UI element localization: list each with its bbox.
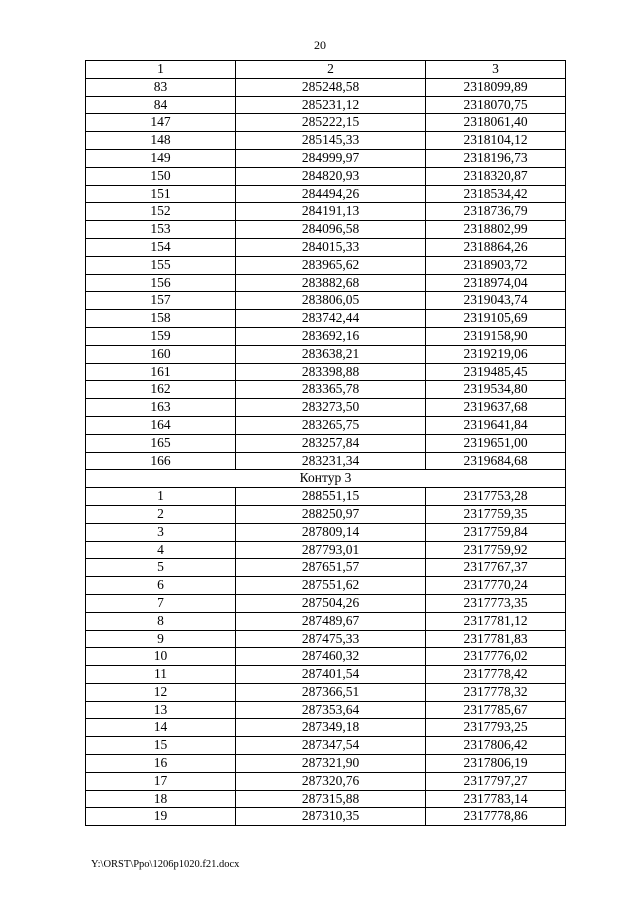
x-coordinate: 283265,75 — [236, 416, 426, 434]
point-number: 2 — [86, 505, 236, 523]
table-row — [86, 238, 566, 256]
y-coordinate: 2318104,12 — [426, 132, 566, 150]
point-number: 17 — [86, 772, 236, 790]
table-row — [86, 648, 566, 666]
point-number: 150 — [86, 167, 236, 185]
x-coordinate: 284999,97 — [236, 149, 426, 167]
x-coordinate: 283638,21 — [236, 345, 426, 363]
table-row — [86, 737, 566, 755]
point-number: 5 — [86, 559, 236, 577]
point-number: 157 — [86, 292, 236, 310]
point-number: 8 — [86, 612, 236, 630]
point-number: 153 — [86, 221, 236, 239]
x-coordinate: 283398,88 — [236, 363, 426, 381]
y-coordinate: 2317759,92 — [426, 541, 566, 559]
point-number: 152 — [86, 203, 236, 221]
table-row — [86, 808, 566, 826]
x-coordinate: 283365,78 — [236, 381, 426, 399]
point-number: 11 — [86, 666, 236, 684]
x-coordinate: 287489,67 — [236, 612, 426, 630]
point-number: 14 — [86, 719, 236, 737]
point-number: 83 — [86, 78, 236, 96]
y-coordinate: 2318864,26 — [426, 238, 566, 256]
y-coordinate: 2319684,68 — [426, 452, 566, 470]
x-coordinate: 284096,58 — [236, 221, 426, 239]
x-coordinate: 287809,14 — [236, 523, 426, 541]
table-row — [86, 381, 566, 399]
x-coordinate: 283273,50 — [236, 399, 426, 417]
table-row — [86, 96, 566, 114]
coordinates-table-body — [86, 61, 566, 826]
x-coordinate: 285145,33 — [236, 132, 426, 150]
y-coordinate: 2317793,25 — [426, 719, 566, 737]
table-row — [86, 167, 566, 185]
y-coordinate: 2317778,32 — [426, 683, 566, 701]
x-coordinate: 287310,35 — [236, 808, 426, 826]
point-number: 6 — [86, 577, 236, 595]
y-coordinate: 2318070,75 — [426, 96, 566, 114]
x-coordinate: 283806,05 — [236, 292, 426, 310]
point-number: 12 — [86, 683, 236, 701]
y-coordinate: 2319219,06 — [426, 345, 566, 363]
x-coordinate: 283231,34 — [236, 452, 426, 470]
footer-file-path: Y:\ORST\Ppo\1206p1020.f21.docx — [91, 859, 240, 870]
y-coordinate: 2318534,42 — [426, 185, 566, 203]
x-coordinate: 284191,13 — [236, 203, 426, 221]
x-coordinate: 287401,54 — [236, 666, 426, 684]
x-coordinate: 287320,76 — [236, 772, 426, 790]
point-number: 16 — [86, 755, 236, 773]
point-number: 18 — [86, 790, 236, 808]
y-coordinate: 2319158,90 — [426, 327, 566, 345]
x-coordinate: 287651,57 — [236, 559, 426, 577]
x-coordinate: 287475,33 — [236, 630, 426, 648]
table-row — [86, 523, 566, 541]
x-coordinate: 284494,26 — [236, 185, 426, 203]
y-coordinate: 2317783,14 — [426, 790, 566, 808]
table-row — [86, 292, 566, 310]
x-coordinate: 287551,62 — [236, 577, 426, 595]
table-row — [86, 790, 566, 808]
point-number: 148 — [86, 132, 236, 150]
point-number: 156 — [86, 274, 236, 292]
table-row — [86, 345, 566, 363]
x-coordinate: 283257,84 — [236, 434, 426, 452]
y-coordinate: 2318061,40 — [426, 114, 566, 132]
y-coordinate: 2317773,35 — [426, 594, 566, 612]
point-number: 165 — [86, 434, 236, 452]
table-row — [86, 310, 566, 328]
table-row — [86, 488, 566, 506]
table-row — [86, 505, 566, 523]
y-coordinate: 2318099,89 — [426, 78, 566, 96]
x-coordinate: 285231,12 — [236, 96, 426, 114]
point-number: 163 — [86, 399, 236, 417]
table-row — [86, 434, 566, 452]
y-coordinate: 2317797,27 — [426, 772, 566, 790]
point-number: 1 — [86, 488, 236, 506]
y-coordinate: 2317759,84 — [426, 523, 566, 541]
y-coordinate: 2317770,24 — [426, 577, 566, 595]
page-number: 20 — [314, 38, 326, 52]
point-number: 15 — [86, 737, 236, 755]
table-row — [86, 132, 566, 150]
point-number: 161 — [86, 363, 236, 381]
y-coordinate: 2317781,83 — [426, 630, 566, 648]
table-row — [86, 399, 566, 417]
y-coordinate: 2317806,42 — [426, 737, 566, 755]
point-number: 166 — [86, 452, 236, 470]
x-coordinate: 283742,44 — [236, 310, 426, 328]
y-coordinate: 2318196,73 — [426, 149, 566, 167]
y-coordinate: 2317753,28 — [426, 488, 566, 506]
table-row — [86, 719, 566, 737]
point-number: 84 — [86, 96, 236, 114]
table-row — [86, 683, 566, 701]
x-coordinate: 288551,15 — [236, 488, 426, 506]
y-coordinate: 2317781,12 — [426, 612, 566, 630]
point-number: 154 — [86, 238, 236, 256]
table-row — [86, 185, 566, 203]
table-row — [86, 577, 566, 595]
x-coordinate: 285222,15 — [236, 114, 426, 132]
y-coordinate: 2317778,42 — [426, 666, 566, 684]
y-coordinate: 2319651,00 — [426, 434, 566, 452]
column-header-3: 3 — [426, 61, 566, 79]
x-coordinate: 283692,16 — [236, 327, 426, 345]
y-coordinate: 2318903,72 — [426, 256, 566, 274]
table-row — [86, 114, 566, 132]
x-coordinate: 287353,64 — [236, 701, 426, 719]
table-row — [86, 594, 566, 612]
y-coordinate: 2317759,35 — [426, 505, 566, 523]
section-title-row — [86, 470, 566, 488]
table-row — [86, 452, 566, 470]
y-coordinate: 2317806,19 — [426, 755, 566, 773]
y-coordinate: 2319485,45 — [426, 363, 566, 381]
point-number: 159 — [86, 327, 236, 345]
point-number: 13 — [86, 701, 236, 719]
column-header-1: 1 — [86, 61, 236, 79]
x-coordinate: 283965,62 — [236, 256, 426, 274]
table-row — [86, 630, 566, 648]
y-coordinate: 2319637,68 — [426, 399, 566, 417]
x-coordinate: 287366,51 — [236, 683, 426, 701]
x-coordinate: 287504,26 — [236, 594, 426, 612]
column-header-2: 2 — [236, 61, 426, 79]
table-row — [86, 256, 566, 274]
point-number: 10 — [86, 648, 236, 666]
point-number: 162 — [86, 381, 236, 399]
y-coordinate: 2318974,04 — [426, 274, 566, 292]
y-coordinate: 2319534,80 — [426, 381, 566, 399]
table-row — [86, 612, 566, 630]
point-number: 147 — [86, 114, 236, 132]
point-number: 9 — [86, 630, 236, 648]
table-row — [86, 274, 566, 292]
table-header-row — [86, 61, 566, 79]
coordinates-table — [85, 60, 566, 826]
point-number: 19 — [86, 808, 236, 826]
x-coordinate: 284820,93 — [236, 167, 426, 185]
table-row — [86, 755, 566, 773]
y-coordinate: 2319105,69 — [426, 310, 566, 328]
table-row — [86, 149, 566, 167]
y-coordinate: 2317776,02 — [426, 648, 566, 666]
y-coordinate: 2317785,67 — [426, 701, 566, 719]
y-coordinate: 2318802,99 — [426, 221, 566, 239]
point-number: 155 — [86, 256, 236, 274]
table-row — [86, 416, 566, 434]
table-row — [86, 363, 566, 381]
point-number: 158 — [86, 310, 236, 328]
x-coordinate: 285248,58 — [236, 78, 426, 96]
table-row — [86, 541, 566, 559]
y-coordinate: 2319641,84 — [426, 416, 566, 434]
x-coordinate: 287793,01 — [236, 541, 426, 559]
y-coordinate: 2317778,86 — [426, 808, 566, 826]
point-number: 164 — [86, 416, 236, 434]
table-row — [86, 78, 566, 96]
x-coordinate: 283882,68 — [236, 274, 426, 292]
table-row — [86, 203, 566, 221]
point-number: 151 — [86, 185, 236, 203]
point-number: 160 — [86, 345, 236, 363]
point-number: 149 — [86, 149, 236, 167]
y-coordinate: 2319043,74 — [426, 292, 566, 310]
table-row — [86, 772, 566, 790]
table-row — [86, 221, 566, 239]
y-coordinate: 2317767,37 — [426, 559, 566, 577]
table-row — [86, 559, 566, 577]
point-number: 3 — [86, 523, 236, 541]
x-coordinate: 284015,33 — [236, 238, 426, 256]
x-coordinate: 287460,32 — [236, 648, 426, 666]
section-title: Контур 3 — [86, 470, 566, 488]
x-coordinate: 287349,18 — [236, 719, 426, 737]
y-coordinate: 2318736,79 — [426, 203, 566, 221]
x-coordinate: 288250,97 — [236, 505, 426, 523]
x-coordinate: 287315,88 — [236, 790, 426, 808]
x-coordinate: 287347,54 — [236, 737, 426, 755]
table-row — [86, 666, 566, 684]
table-row — [86, 327, 566, 345]
point-number: 7 — [86, 594, 236, 612]
point-number: 4 — [86, 541, 236, 559]
x-coordinate: 287321,90 — [236, 755, 426, 773]
y-coordinate: 2318320,87 — [426, 167, 566, 185]
table-row — [86, 701, 566, 719]
